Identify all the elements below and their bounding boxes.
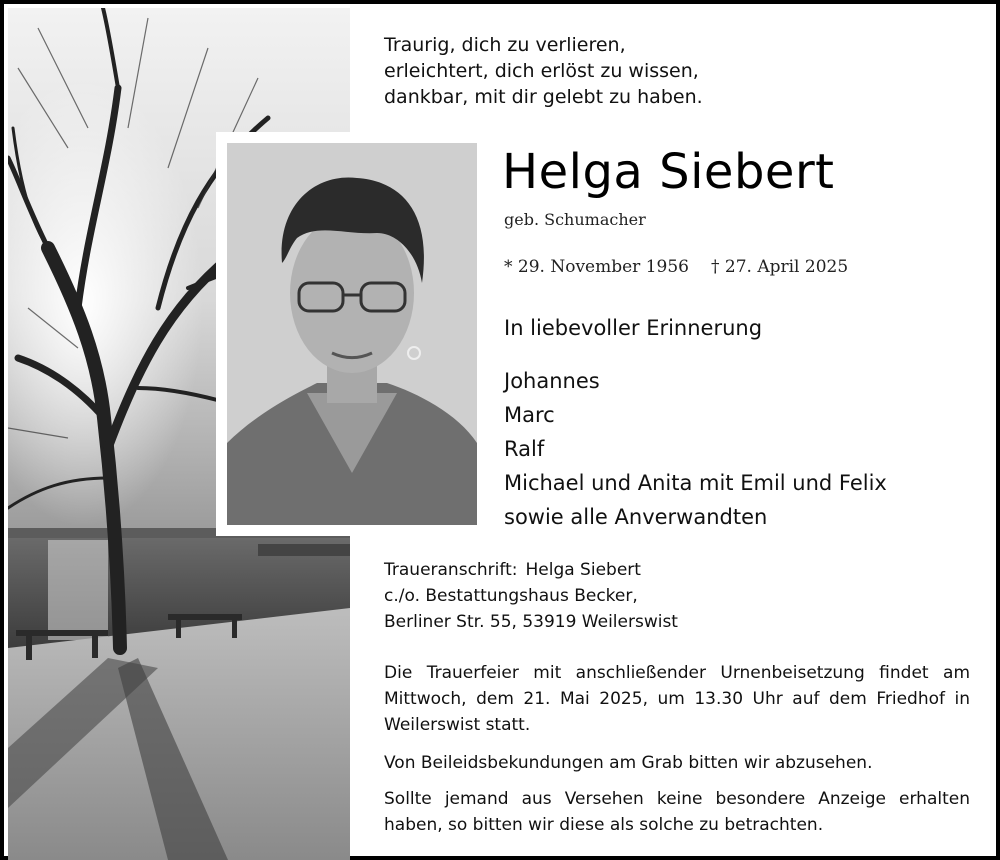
mourner: Johannes [504,369,600,393]
mourner: Marc [504,403,555,427]
no-notice-text: Sollte jemand aus Versehen keine besondere Anzeige erhalten haben, so bitten wir diese als solche zu betrachten. [384,789,970,835]
portrait-photo [227,143,477,525]
mourner: Ralf [504,437,545,461]
address-line: c./o. Bestattungshaus Becker, [384,586,638,606]
address-label: Traueranschrift: [384,560,518,580]
birth-date: * 29. November 1956 [504,257,689,277]
motto-line: dankbar, mit dir gelebt zu haben. [384,86,703,108]
mourner: sowie alle Anverwandten [504,505,768,529]
ceremony-notice: Die Trauerfeier mit anschließender Urnenbeisetzung findet am Mittwoch, dem 21. Mai 2025, um 13.30 Uhr auf dem Friedhof in Weilerswist statt. [384,663,970,735]
mourning-address [384,557,678,635]
portrait-frame [216,132,486,536]
mourner: Michael und Anita mit Emil und Felix [504,471,887,495]
motto-line: erleichtert, dich erlöst zu wissen, [384,60,699,82]
deceased-name: Helga Siebert [502,144,835,200]
born-name: geb. Schumacher [504,210,646,229]
memory-line: In liebevoller Erinnerung [504,316,763,340]
address-line: Berliner Str. 55, 53919 Weilerswist [384,612,678,632]
motto-poem [384,32,784,110]
motto-line: Traurig, dich zu verlieren, [384,34,626,56]
address-name: Helga Siebert [525,560,641,580]
life-dates [504,257,870,277]
death-date: † 27. April 2025 [710,257,849,277]
mourners-list [504,364,887,534]
condolences-notice: Von Beileidsbekundungen am Grab bitten wir abzusehen. [384,753,873,773]
